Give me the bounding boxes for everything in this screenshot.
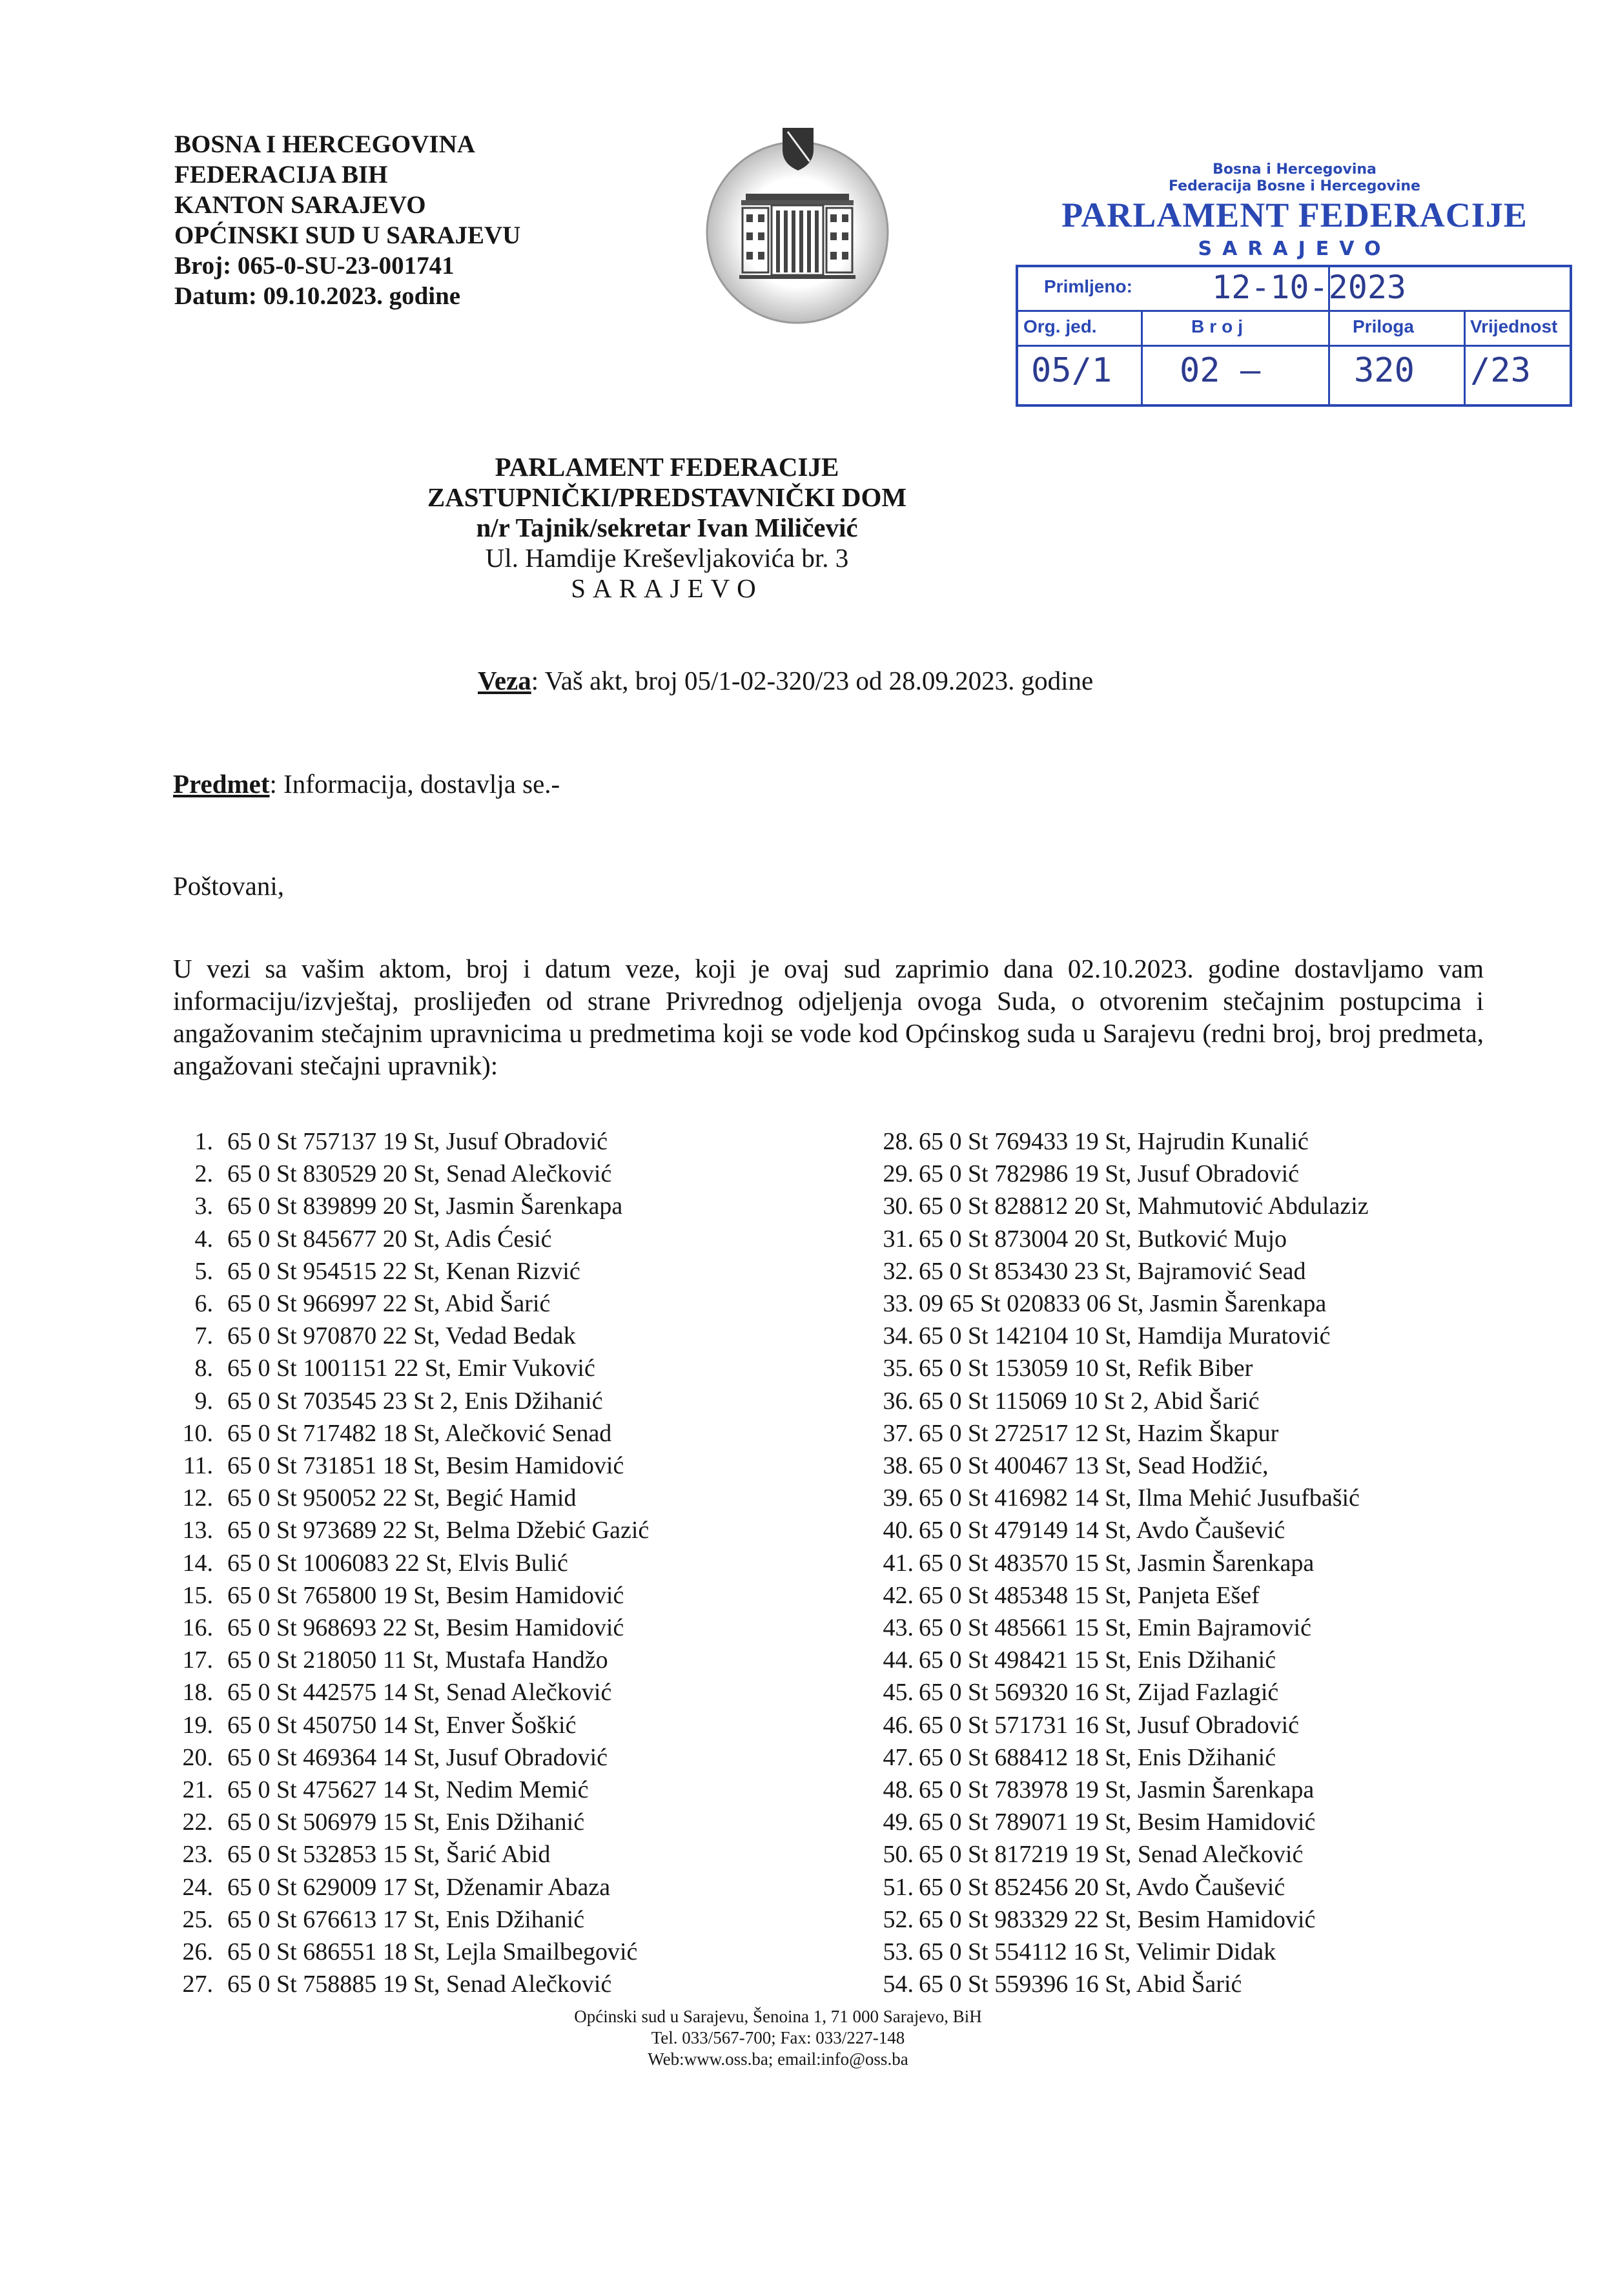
list-item-text: 65 0 St 873004 20 St, Butković Mujo (919, 1225, 1287, 1253)
list-item (855, 1741, 1369, 1774)
list-item-text: 65 0 St 765800 19 St, Besim Hamidović (227, 1581, 624, 1609)
sender-court: OPĆINSKI SUD U SARAJEVU (174, 221, 521, 249)
list-item-number: 52. (883, 1905, 914, 1933)
list-item (855, 1903, 1369, 1936)
list-item-text: 65 0 St 483570 15 St, Jasmin Šarenkapa (919, 1549, 1315, 1577)
list-item (150, 1741, 649, 1774)
subject-label: Predmet (173, 769, 270, 799)
list-item (855, 1223, 1369, 1255)
recipient-street: Ul. Hamdije Kreševljakovića br. 3 (485, 543, 849, 573)
sender-country: BOSNA I HERCEGOVINA (174, 130, 475, 158)
list-item-text: 65 0 St 731851 18 St, Besim Hamidović (227, 1452, 624, 1480)
list-item-number: 4. (194, 1225, 213, 1253)
list-item (855, 1255, 1369, 1287)
list-item-number: 39. (883, 1484, 914, 1512)
list-item-text: 65 0 St 115069 10 St 2, Abid Šarić (919, 1387, 1260, 1415)
stamp-col-priloga: Priloga (1353, 316, 1414, 336)
reference-label: Veza (478, 666, 531, 695)
list-item-number: 7. (194, 1322, 213, 1350)
list-item (855, 1158, 1369, 1190)
list-item-number: 13. (182, 1517, 213, 1544)
list-item (150, 1287, 649, 1320)
list-item-number: 48. (883, 1776, 914, 1804)
list-item (855, 1450, 1369, 1482)
recipient-city: SARAJEVO (571, 573, 763, 603)
list-item (855, 1612, 1369, 1644)
recipient-block (0, 452, 1476, 604)
list-item-text: 65 0 St 688412 18 St, Enis Džihanić (919, 1743, 1276, 1771)
list-item (855, 1482, 1369, 1514)
stamp-hw-priloga: 320 (1354, 351, 1415, 390)
list-item-text: 65 0 St 782986 19 St, Jusuf Obradović (919, 1160, 1299, 1188)
list-item (150, 1903, 649, 1936)
list-item-number: 50. (883, 1841, 914, 1869)
list-item-text: 65 0 St 717482 18 St, Alečković Senad (227, 1419, 612, 1447)
list-item (150, 1547, 649, 1579)
list-item (855, 1385, 1369, 1417)
list-item-number: 26. (182, 1938, 213, 1966)
sender-federation: FEDERACIJA BIH (174, 161, 388, 189)
list-item-text: 65 0 St 469364 14 St, Jusuf Obradović (227, 1743, 608, 1771)
list-item-text: 65 0 St 686551 18 St, Lejla Smailbegović (227, 1938, 638, 1966)
reception-stamp (1010, 142, 1579, 420)
list-item-number: 47. (883, 1743, 914, 1771)
list-item-number: 38. (883, 1452, 914, 1480)
list-item-number: 35. (883, 1355, 914, 1382)
list-item (855, 1871, 1369, 1903)
list-item-number: 9. (194, 1387, 213, 1415)
list-item (150, 1806, 649, 1838)
reference-text: : Vaš akt, broj 05/1-02-320/23 od 28.09.2023. godine (531, 666, 1094, 695)
list-item-number: 1. (194, 1128, 213, 1155)
list-item (150, 1158, 649, 1190)
list-item (150, 1417, 649, 1450)
footer-web: Web:www.oss.ba; email:info@oss.ba (648, 2049, 908, 2069)
stamp-country: Bosna i Hercegovina (1213, 161, 1377, 178)
list-item-text: 65 0 St 758885 19 St, Senad Alečković (227, 1971, 612, 1998)
stamp-parliament: PARLAMENT FEDERACIJE (1061, 196, 1528, 234)
list-item-number: 11. (183, 1452, 213, 1480)
list-item-number: 40. (883, 1517, 914, 1544)
list-item-text: 65 0 St 571731 16 St, Jusuf Obradović (919, 1711, 1299, 1739)
body-paragraph: U vezi sa vašim aktom, broj i datum veze, koji je ovaj sud zaprimio dana 02.10.2023. godine dostavljamo vam informaciju/izvještaj, proslijeđen od strane Privrednog odjeljenja ovoga Suda, o otvorenim stečajnim postupcima i angažovanim stečajnim upravnicima u predmetima koji se vode kod Općinskog suda u Sarajevu (redni broj, broj predmeta, angažovani stečajni upravnik): (173, 954, 1484, 1080)
list-item-number: 34. (883, 1322, 914, 1350)
list-item-number: 45. (883, 1679, 914, 1707)
list-item (855, 1125, 1369, 1158)
list-item-text: 65 0 St 769433 19 St, Hajrudin Kunalić (919, 1128, 1309, 1155)
list-item (150, 1709, 649, 1741)
footer (0, 2006, 1587, 2070)
list-item-number: 10. (182, 1419, 213, 1447)
list-item-number: 28. (883, 1128, 914, 1155)
list-item-text: 65 0 St 983329 22 St, Besim Hamidović (919, 1905, 1316, 1933)
stamp-table (1016, 265, 1572, 407)
list-item (855, 1644, 1369, 1676)
list-item-text: 65 0 St 498421 15 St, Enis Džihanić (919, 1646, 1276, 1674)
list-item (855, 1968, 1369, 2000)
list-item-text: 65 0 St 400467 13 St, Sead Hodžić, (919, 1452, 1269, 1480)
list-item-number: 16. (182, 1614, 213, 1642)
footer-phone: Tel. 033/567-700; Fax: 033/227-148 (651, 2028, 905, 2047)
list-item-text: 65 0 St 450750 14 St, Enver Šoškić (227, 1711, 577, 1739)
list-item-number: 31. (883, 1225, 914, 1253)
list-item-text: 65 0 St 475627 14 St, Nedim Memić (227, 1776, 589, 1804)
list-item-number: 23. (182, 1841, 213, 1869)
list-item-text: 65 0 St 839899 20 St, Jasmin Šarenkapa (227, 1193, 623, 1220)
list-item-number: 17. (182, 1646, 213, 1674)
stamp-hw-vrijednost: /23 (1470, 351, 1531, 390)
list-item-text: 65 0 St 828812 20 St, Mahmutović Abdulaziz (919, 1193, 1369, 1220)
list-item (150, 1936, 649, 1968)
list-item-text: 65 0 St 789071 19 St, Besim Hamidović (919, 1809, 1316, 1836)
sender-block (174, 129, 520, 311)
list-item (150, 1774, 649, 1806)
list-item-number: 32. (883, 1257, 914, 1285)
stamp-divider (1464, 310, 1466, 407)
list-item-text: 65 0 St 817219 19 St, Senad Alečković (919, 1841, 1304, 1869)
stamp-received-label: Primljeno: (1044, 276, 1132, 296)
list-item-text: 65 0 St 559396 16 St, Abid Šarić (919, 1971, 1242, 1998)
stamp-city: SARAJEVO (1198, 238, 1391, 260)
list-item-number: 22. (182, 1809, 213, 1836)
stamp-received-date: 12-10-2023 (1212, 269, 1407, 306)
list-item-text: 65 0 St 272517 12 St, Hazim Škapur (919, 1419, 1279, 1447)
list-item (855, 1547, 1369, 1579)
list-item (855, 1579, 1369, 1612)
list-item (855, 1287, 1369, 1320)
list-item-text: 65 0 St 1006083 22 St, Elvis Bulić (227, 1549, 568, 1577)
greeting: Poštovani, (173, 871, 284, 901)
list-item-text: 65 0 St 442575 14 St, Senad Alečković (227, 1679, 612, 1707)
list-item-number: 3. (194, 1193, 213, 1220)
list-item-number: 8. (194, 1355, 213, 1382)
list-item-text: 65 0 St 783978 19 St, Jasmin Šarenkapa (919, 1776, 1315, 1804)
case-list-left (150, 1125, 649, 2000)
list-item-number: 25. (182, 1905, 213, 1933)
list-item (150, 1514, 649, 1546)
recipient-name: PARLAMENT FEDERACIJE (495, 452, 839, 482)
list-item-text: 65 0 St 1001151 22 St, Emir Vuković (227, 1355, 595, 1382)
list-item (855, 1320, 1369, 1352)
stamp-received-row (1018, 267, 1570, 312)
list-item (150, 1255, 649, 1287)
list-item-number: 27. (182, 1971, 213, 1998)
list-item-text: 65 0 St 676613 17 St, Enis Džihanić (227, 1905, 585, 1933)
list-item (150, 1871, 649, 1903)
list-item-number: 37. (883, 1419, 914, 1447)
list-item (150, 1838, 649, 1871)
sender-reference-number: Broj: 065-0-SU-23-001741 (174, 252, 455, 280)
list-item-text: 65 0 St 966997 22 St, Abid Šarić (227, 1290, 551, 1318)
stamp-col-broj: Broj (1191, 316, 1248, 336)
list-item (150, 1676, 649, 1708)
list-item-number: 43. (883, 1614, 914, 1642)
subject-line (173, 768, 560, 799)
subject-text: : Informacija, dostavlja se.- (269, 769, 560, 799)
list-item-number: 44. (883, 1646, 914, 1674)
list-item-number: 15. (182, 1581, 213, 1609)
stamp-column-headers (1018, 310, 1570, 347)
list-item-number: 51. (883, 1873, 914, 1901)
list-item (855, 1838, 1369, 1871)
list-item (150, 1968, 649, 2000)
list-item-number: 36. (883, 1387, 914, 1415)
list-item-number: 18. (182, 1679, 213, 1707)
list-item-text: 65 0 St 554112 16 St, Velimir Didak (919, 1938, 1276, 1966)
list-item (855, 1417, 1369, 1450)
list-item-number: 24. (182, 1873, 213, 1901)
list-item-number: 2. (194, 1160, 213, 1188)
case-list-right (855, 1125, 1369, 2000)
list-item-number: 46. (883, 1711, 914, 1739)
list-item-text: 65 0 St 973689 22 St, Belma Džebić Gazić (227, 1517, 650, 1544)
list-item (855, 1936, 1369, 1968)
list-item-text: 65 0 St 416982 14 St, Ilma Mehić Jusufbašić (919, 1484, 1360, 1512)
list-item-number: 20. (182, 1743, 213, 1771)
list-item-text: 65 0 St 845677 20 St, Adis Ćesić (227, 1225, 552, 1253)
list-item-number: 14. (182, 1549, 213, 1577)
list-item-text: 65 0 St 506979 15 St, Enis Džihanić (227, 1809, 585, 1836)
list-item-number: 33. (883, 1290, 914, 1318)
stamp-header (1010, 161, 1579, 195)
list-item-text: 65 0 St 757137 19 St, Jusuf Obradović (227, 1128, 608, 1155)
list-item-text: 09 65 St 020833 06 St, Jasmin Šarenkapa (919, 1290, 1327, 1318)
court-building-seal-icon (704, 97, 891, 368)
list-item-text: 65 0 St 479149 14 St, Avdo Čaušević (919, 1517, 1285, 1544)
list-item (150, 1450, 649, 1482)
list-item-number: 54. (883, 1971, 914, 1998)
list-item-number: 12. (182, 1484, 213, 1512)
stamp-hw-org: 05/1 (1031, 351, 1112, 390)
list-item-number: 49. (883, 1809, 914, 1836)
recipient-house: ZASTUPNIČKI/PREDSTAVNIČKI DOM (427, 482, 907, 512)
sender-date: Datum: 09.10.2023. godine (174, 282, 461, 310)
list-item (150, 1125, 649, 1158)
list-item-number: 5. (194, 1257, 213, 1285)
stamp-federation: Federacija Bosne i Hercegovine (1169, 178, 1420, 194)
list-item (150, 1320, 649, 1352)
list-item-text: 65 0 St 954515 22 St, Kenan Rizvić (227, 1257, 580, 1285)
list-item-text: 65 0 St 852456 20 St, Avdo Čaušević (919, 1873, 1285, 1901)
list-item (150, 1482, 649, 1514)
list-item-text: 65 0 St 853430 23 St, Bajramović Sead (919, 1257, 1306, 1285)
list-item (150, 1385, 649, 1417)
list-item (855, 1774, 1369, 1806)
list-item-number: 6. (194, 1290, 213, 1318)
list-item (855, 1514, 1369, 1546)
footer-address: Općinski sud u Sarajevu, Šenoina 1, 71 000 Sarajevo, BiH (574, 2007, 982, 2026)
list-item (150, 1223, 649, 1255)
stamp-col-org: Org. jed. (1023, 316, 1097, 336)
list-item (150, 1612, 649, 1644)
list-item-text: 65 0 St 153059 10 St, Refik Biber (919, 1355, 1253, 1382)
list-item-text: 65 0 St 950052 22 St, Begić Hamid (227, 1484, 577, 1512)
stamp-divider (1328, 267, 1330, 407)
list-item-text: 65 0 St 532853 15 St, Šarić Abid (227, 1841, 551, 1869)
list-item-text: 65 0 St 968693 22 St, Besim Hamidović (227, 1614, 624, 1642)
list-item-number: 21. (182, 1776, 213, 1804)
list-item-number: 30. (883, 1193, 914, 1220)
list-item-number: 53. (883, 1938, 914, 1966)
list-item (150, 1579, 649, 1612)
list-item-text: 65 0 St 970870 22 St, Vedad Bedak (227, 1322, 576, 1350)
list-item-text: 65 0 St 629009 17 St, Dženamir Abaza (227, 1873, 611, 1901)
list-item-text: 65 0 St 485348 15 St, Panjeta Ešef (919, 1581, 1260, 1609)
list-item (855, 1190, 1369, 1222)
list-item (150, 1190, 649, 1222)
list-item-text: 65 0 St 142104 10 St, Hamdija Muratović (919, 1322, 1331, 1350)
list-item-number: 42. (883, 1581, 914, 1609)
sender-canton: KANTON SARAJEVO (174, 191, 426, 219)
list-item (855, 1352, 1369, 1384)
list-item (855, 1676, 1369, 1708)
list-item (150, 1644, 649, 1676)
list-item-text: 65 0 St 485661 15 St, Emin Bajramović (919, 1614, 1311, 1642)
list-item (855, 1806, 1369, 1838)
recipient-attention: n/r Tajnik/sekretar Ivan Miličević (476, 513, 858, 542)
list-item-number: 29. (883, 1160, 914, 1188)
list-item-text: 65 0 St 703545 23 St 2, Enis Džihanić (227, 1387, 603, 1415)
list-item (150, 1352, 649, 1384)
list-item-text: 65 0 St 569320 16 St, Zijad Fazlagić (919, 1679, 1279, 1707)
list-item-text: 65 0 St 830529 20 St, Senad Alečković (227, 1160, 612, 1188)
list-item-text: 65 0 St 218050 11 St, Mustafa Handžo (227, 1646, 608, 1674)
list-item-number: 41. (883, 1549, 914, 1577)
reference-line (478, 665, 1093, 696)
list-item-number: 19. (182, 1711, 213, 1739)
stamp-hw-broj: 02 – (1180, 351, 1261, 390)
stamp-col-vrijednost: Vrijednost (1470, 316, 1558, 336)
stamp-divider (1141, 310, 1143, 407)
list-item (855, 1709, 1369, 1741)
